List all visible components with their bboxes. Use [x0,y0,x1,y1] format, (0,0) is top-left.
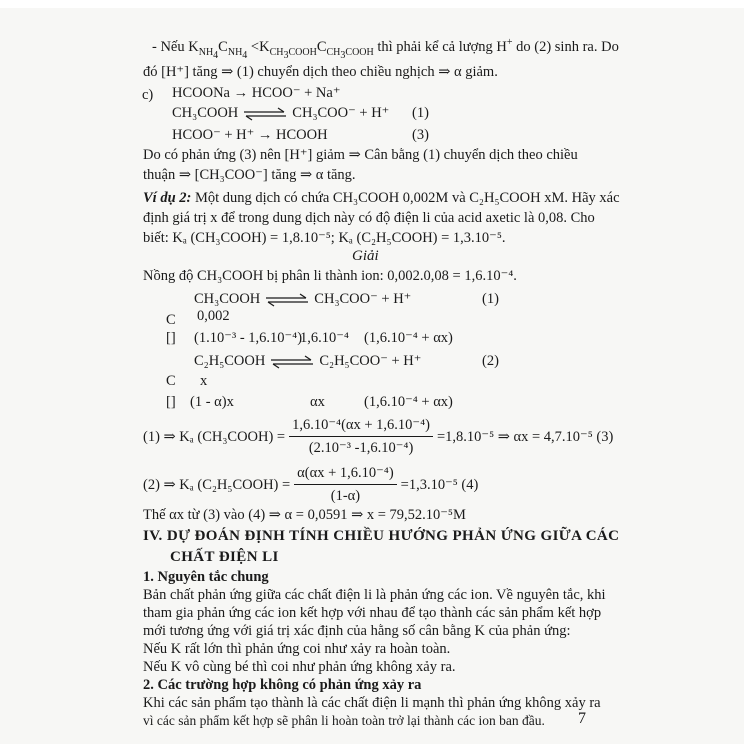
concentration-value: (1,6.10⁻⁴ + αx) [364,330,453,346]
page-edge-bottom [0,744,750,750]
ka-equation-2: (2) ⇒ Kₐ (C₂H₅COOH) = $\frac{\text{α(αx + 1,6.10⁻⁴)}}{(1-\alpha)}$ =1,3.10⁻⁵ (4) [143,465,479,504]
text-line-2: đó [H⁺] tăng ⇒ (1) chuyển dịch theo chiều nghịch ⇒ α giảm. [143,64,498,80]
subsection-heading-1: 1. Nguyên tắc chung [143,569,269,585]
equation-c3: HCOO⁻ + H⁺ → HCOOH [172,127,328,143]
equation-number: (1) [412,105,429,121]
paragraph-line: Nếu K rất lớn thì phản ứng coi như xảy ra hoàn toàn. [143,641,451,657]
row-label-bracket: [] [166,394,176,410]
concentration-value: (1,6.10⁻⁴ + αx) [364,394,453,410]
paragraph-line: mới tương ứng với giá trị xác định của hằng số cân bằng K của phản ứng: [143,623,571,639]
section-heading-cont: CHẤT ĐIỆN LI [170,549,279,565]
text-line: Do có phản ứng (3) nên [H⁺] giảm ⇒ Cân bằng (1) chuyển dịch theo chiều [143,147,578,163]
concentration-value: (1 - α)x [190,394,234,410]
page-number: 7 [578,710,586,727]
example-2-line-1: Ví dụ 2: Một dung dịch có chứa CH₃COOH 0,002M và C₂H₅COOH xM. Hãy xác [143,190,620,206]
equation-number: (2) [482,353,499,369]
solution-heading: Giải [352,248,379,264]
row-label-c: C [166,373,176,389]
fraction: $\frac{\text{α(αx + 1,6.10⁻⁴)}}{(1-\alpha)}$ [294,464,397,505]
paragraph-line: Khi các sản phẩm tạo thành là các chất điện li mạnh thì phản ứng không xảy ra [143,695,601,711]
paragraph-line: Nếu K vô cùng bé thì coi như phản ứng không xảy ra. [143,659,456,675]
concentration-value: x [200,373,208,389]
paragraph-line: Bản chất phản ứng giữa các chất điện li là phản ứng các ion. Về nguyên tắc, khi [143,587,606,603]
list-label-c: c) [142,87,154,103]
concentration-value: αx [310,394,325,410]
page-edge-top [0,0,750,8]
equation-2: C₂H₅COOH C₂H₅COO⁻ + H⁺ [194,353,422,369]
equation-number: (3) [412,127,429,143]
page-edge-right [744,0,750,750]
subsection-heading-2: 2. Các trường hợp không có phản ứng xảy ra [143,677,422,693]
text-line: Thế αx từ (3) vào (4) ⇒ α = 0,0591 ⇒ x = 79,52.10⁻⁵M [143,507,466,523]
fraction: $\frac{\text{1,6.10⁻⁴(αx + 1,6.10⁻⁴)}}{\text{(2.10⁻³ -1,6.10⁻⁴)}}$ [289,416,433,457]
equation-c2: CH₃COOH CH₃COO⁻ + H⁺ [172,105,390,121]
example-2-line-3: biết: Kₐ (CH₃COOH) = 1,8.10⁻⁵; Kₐ (C₂H₅COOH) = 1,3.10⁻⁵. [143,230,506,246]
equation-c1: HCOONa → HCOO⁻ + Na⁺ [172,85,341,101]
text-line: Nồng độ CH₃COOH bị phân li thành ion: 0,002.0,08 = 1,6.10⁻⁴. [143,268,517,284]
example-2-line-2: định giá trị x để trong dung dịch này có độ điện li của acid axetic là 0,08. Cho [143,210,595,226]
equation-1: CH₃COOH CH₃COO⁻ + H⁺ [194,291,412,307]
concentration-value: (1.10⁻³ - 1,6.10⁻⁴) [194,330,303,346]
row-label-c: C [166,312,176,328]
concentration-value: 1,6.10⁻⁴ [300,330,349,346]
equilibrium-arrow-icon [264,293,310,307]
paragraph-line: tham gia phản ứng các ion kết hợp với nhau để tạo thành các sản phẩm kết hợp [143,605,602,621]
row-label-bracket: [] [166,330,176,346]
equation-number: (1) [482,291,499,307]
ka-equation-1: (1) ⇒ Kₐ (CH₃COOH) = $\frac{\text{1,6.10⁻⁴(αx + 1,6.10⁻⁴)}}{\text{(2.10⁻³ -1,6.10⁻⁴)}}$ =1,8.10⁻⁵ ⇒ αx = 4,7.10⁻⁵ (3) [143,417,614,456]
paragraph-line: vì các sản phẩm kết hợp sẽ phân li hoàn toàn trở lại thành các ion ban đầu. [143,713,545,728]
text-line: thuận ⇒ [CH₃COO⁻] tăng ⇒ α tăng. [143,167,356,183]
section-heading: IV. DỰ ĐOÁN ĐỊNH TÍNH CHIỀU HƯỚNG PHẢN ỨNG GIỮA CÁC [143,528,620,544]
equilibrium-arrow-icon [269,355,315,369]
concentration-value: 0,002 [197,308,230,324]
equilibrium-arrow-icon [242,107,288,121]
text-fragment: - Nếu K [152,39,199,55]
text-line-1: - Nếu $K_{NH_4}C_{NH_4} <K_{CH_3COOH}C_{CH_3COOH}$ thì phải kể cả lượng H+ do (2) sinh ra. Do [152,37,619,61]
